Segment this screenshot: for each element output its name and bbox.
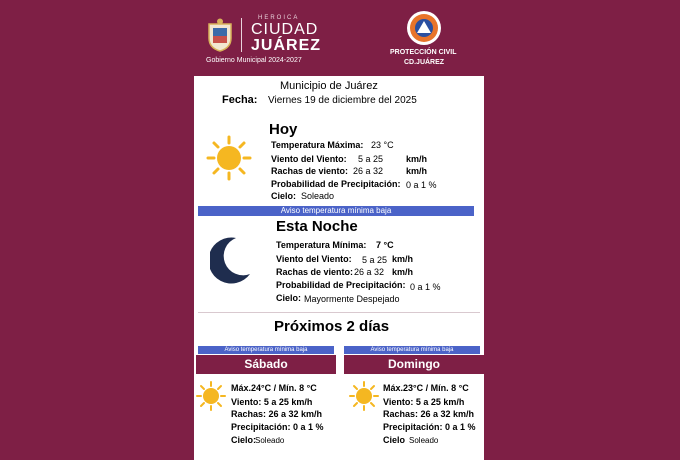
hoy-cielo-value: Soleado xyxy=(301,191,335,201)
hoy-viento-label: Viento del Viento: xyxy=(271,154,347,164)
hoy-rachas-value: 26 a 32 xyxy=(353,166,384,176)
hoy-rachas-unit: km/h xyxy=(406,166,428,176)
aviso-banner: Aviso temperatura mínima baja xyxy=(198,206,474,216)
proximos-title: Próximos 2 días xyxy=(274,318,390,335)
fecha-label: Fecha: xyxy=(222,94,258,106)
sun-icon xyxy=(206,135,252,181)
noche-viento-value: 5 a 25 xyxy=(362,255,388,265)
heroica-label: HEROICA xyxy=(258,15,300,21)
noche-rachas-label: Rachas de viento: xyxy=(276,267,354,277)
domingo-cielo-value: Soleado xyxy=(409,436,439,445)
sabado-sun-icon xyxy=(196,381,226,411)
noche-cielo-value: Mayormente Despejado xyxy=(304,294,400,304)
domingo-sun-icon xyxy=(349,381,379,411)
noche-title: Esta Noche xyxy=(276,218,358,235)
sabado-rachas: Rachas: 26 a 32 km/h xyxy=(231,409,323,419)
municipio-label: Municipio de Juárez xyxy=(280,80,378,92)
sabado-cielo-value: Soleado xyxy=(255,436,285,445)
hoy-viento-value: 5 a 25 xyxy=(358,154,384,164)
sabado-temp: Máx.24°C / Mín. 8 °C xyxy=(231,383,317,393)
fecha-value: Viernes 19 de diciembre del 2025 xyxy=(268,95,417,106)
domingo-aviso-banner: Aviso temperatura mínima baja xyxy=(344,346,480,354)
moon-icon xyxy=(210,236,252,286)
noche-rachas-value: 26 a 32 xyxy=(354,267,385,277)
header-banner xyxy=(194,0,484,76)
noche-viento-unit: km/h xyxy=(392,254,414,264)
header-divider xyxy=(241,18,242,52)
hoy-rachas-label: Rachas de viento: xyxy=(271,166,349,176)
domingo-viento: Viento: 5 a 25 km/h xyxy=(383,397,465,407)
hoy-cielo-label: Cielo: xyxy=(271,191,297,201)
noche-prob-value: 0 a 1 % xyxy=(410,282,441,292)
gobierno-label: Gobierno Municipal 2024-2027 xyxy=(206,57,302,64)
juarez-label: JUÁREZ xyxy=(251,37,322,54)
noche-temp-label: Temperatura Mínima: xyxy=(276,240,367,250)
hoy-temp-value: 23 °C xyxy=(371,140,394,150)
city-label: CIUDAD xyxy=(251,21,319,38)
sabado-cielo-label: Cielo: xyxy=(231,435,257,445)
domingo-day-box: Domingo xyxy=(344,355,484,374)
domingo-precip: Precipitación: 0 a 1 % xyxy=(383,422,476,432)
section-divider xyxy=(198,312,480,313)
domingo-temp: Máx.23°C / Mín. 8 °C xyxy=(383,383,469,393)
noche-viento-label: Viento del Viento: xyxy=(276,254,352,264)
domingo-cielo-label: Cielo xyxy=(383,435,406,445)
sabado-aviso-banner: Aviso temperatura mínima baja xyxy=(198,346,334,354)
cd-juarez-label: CD.JUÁREZ xyxy=(404,59,445,66)
noche-prob-label: Probabilidad de Precipitación: xyxy=(276,280,406,290)
proteccion-civil-logo-icon xyxy=(406,10,442,46)
sabado-precip: Precipitación: 0 a 1 % xyxy=(231,422,324,432)
noche-rachas-unit: km/h xyxy=(392,267,414,277)
hoy-viento-unit: km/h xyxy=(406,154,428,164)
hoy-title: Hoy xyxy=(269,121,298,138)
city-crest-icon xyxy=(206,18,234,52)
proteccion-civil-label: PROTECCIÓN CIVIL xyxy=(390,49,457,56)
weather-card xyxy=(194,0,484,460)
sabado-day-box: Sábado xyxy=(196,355,336,374)
hoy-prob-value: 0 a 1 % xyxy=(406,180,437,190)
hoy-prob-label: Probabilidad de Precipitación: xyxy=(271,179,401,189)
noche-temp-value: 7 °C xyxy=(376,240,394,250)
sabado-viento: Viento: 5 a 25 km/h xyxy=(231,397,313,407)
noche-cielo-label: Cielo: xyxy=(276,293,302,303)
domingo-rachas: Rachas: 26 a 32 km/h xyxy=(383,409,475,419)
hoy-temp-label: Temperatura Máxima: xyxy=(271,140,364,150)
